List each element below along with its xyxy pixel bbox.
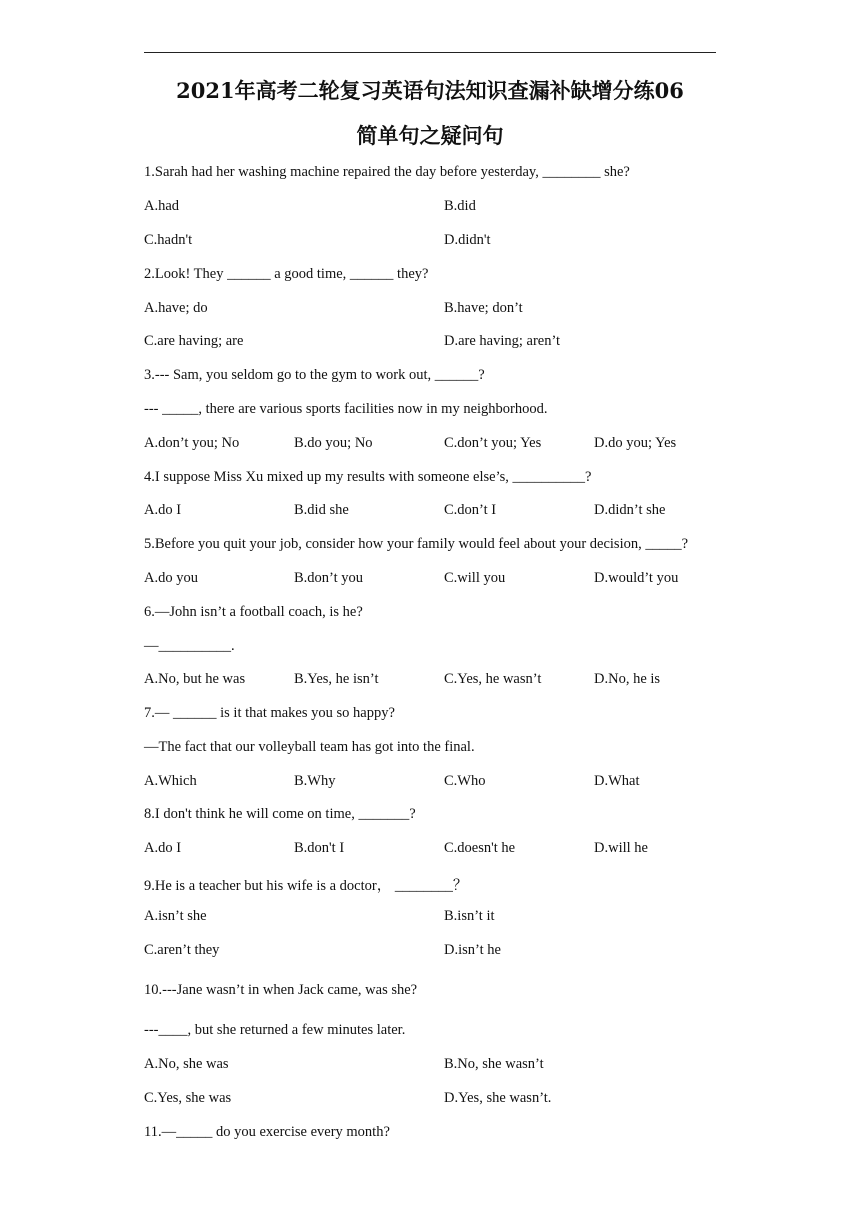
q4-option-d[interactable]: D.didn’t she — [594, 502, 666, 518]
q9-option-b[interactable]: B.isn’t it — [444, 908, 495, 924]
question-3-stem-reply: --- _____, there are various sports facilities now in my neighborhood. — [144, 401, 548, 417]
question-4-stem: 4.I suppose Miss Xu mixed up my results with someone else’s, __________? — [144, 469, 592, 485]
q3-option-c[interactable]: C.don’t you; Yes — [444, 435, 542, 451]
q7-option-c[interactable]: C.Who — [444, 773, 486, 789]
q2-option-a[interactable]: A.have; do — [144, 300, 208, 316]
header-rule — [144, 52, 716, 53]
question-11-stem: 11.—_____ do you exercise every month? — [144, 1124, 390, 1140]
q3-option-d[interactable]: D.do you; Yes — [594, 435, 677, 451]
q8-option-a[interactable]: A.do I — [144, 840, 182, 856]
page-subtitle: 简单句之疑问句 — [356, 123, 504, 148]
q1-option-c[interactable]: C.hadn't — [144, 232, 193, 248]
question-6-stem: 6.—John isn’t a football coach, is he? — [144, 604, 363, 620]
q2-option-c[interactable]: C.are having; are — [144, 333, 244, 349]
q10-option-a[interactable]: A.No, she was — [144, 1056, 229, 1072]
question-9-stem: 9.He is a teacher but his wife is a doctor， ________？ — [144, 878, 468, 894]
question-6-stem-reply: —__________. — [144, 638, 235, 654]
q7-option-a[interactable]: A.Which — [144, 773, 197, 789]
q8-option-c[interactable]: C.doesn't he — [444, 840, 516, 856]
q7-option-b[interactable]: B.Why — [294, 773, 336, 789]
q6-option-b[interactable]: B.Yes, he isn’t — [294, 671, 379, 687]
question-8-stem: 8.I don't think he will come on time, _______? — [144, 806, 416, 822]
q2-option-d[interactable]: D.are having; aren’t — [444, 333, 561, 349]
q3-option-a[interactable]: A.don’t you; No — [144, 435, 240, 451]
question-7-stem-reply: —The fact that our volleyball team has got into the final. — [144, 739, 475, 755]
q6-option-c[interactable]: C.Yes, he wasn’t — [444, 671, 542, 687]
q5-option-a[interactable]: A.do you — [144, 570, 198, 586]
question-5-stem: 5.Before you quit your job, consider how your family would feel about your decision, _____? — [144, 536, 689, 552]
q10-option-c[interactable]: C.Yes, she was — [144, 1090, 232, 1106]
q3-option-b[interactable]: B.do you; No — [294, 435, 373, 451]
q9-option-c[interactable]: C.aren’t they — [144, 942, 220, 958]
q4-option-c[interactable]: C.don’t I — [444, 502, 497, 518]
q5-option-b[interactable]: B.don’t you — [294, 570, 364, 586]
q8-option-d[interactable]: D.will he — [594, 840, 648, 856]
q4-option-a[interactable]: A.do I — [144, 502, 182, 518]
question-2-stem: 2.Look! They ______ a good time, ______ they? — [144, 266, 429, 282]
q9-option-a[interactable]: A.isn’t she — [144, 908, 207, 924]
question-3-stem: 3.--- Sam, you seldom go to the gym to work out, ______? — [144, 367, 485, 383]
q4-option-b[interactable]: B.did she — [294, 502, 349, 518]
q7-option-d[interactable]: D.What — [594, 773, 640, 789]
q1-option-d[interactable]: D.didn't — [444, 232, 491, 248]
q6-option-a[interactable]: A.No, but he was — [144, 671, 246, 687]
q5-option-c[interactable]: C.will you — [444, 570, 506, 586]
q1-option-b[interactable]: B.did — [444, 198, 476, 214]
q5-option-d[interactable]: D.would’t you — [594, 570, 679, 586]
q1-option-a[interactable]: A.had — [144, 198, 180, 214]
q10-option-b[interactable]: B.No, she wasn’t — [444, 1056, 544, 1072]
q6-option-d[interactable]: D.No, he is — [594, 671, 661, 687]
question-7-stem: 7.— ______ is it that makes you so happy? — [144, 705, 395, 721]
q8-option-b[interactable]: B.don't I — [294, 840, 345, 856]
q9-option-d[interactable]: D.isn’t he — [444, 942, 501, 958]
question-1-stem: 1.Sarah had her washing machine repaired the day before yesterday, ________ she? — [144, 164, 630, 180]
question-10-stem: 10.---Jane wasn’t in when Jack came, was she? — [144, 982, 418, 998]
q10-option-d[interactable]: D.Yes, she wasn’t. — [444, 1090, 552, 1106]
page-title: 2021年高考二轮复习英语句法知识查漏补缺增分练06 — [176, 78, 684, 103]
question-10-stem-reply: ---____, but she returned a few minutes later. — [144, 1022, 406, 1038]
q2-option-b[interactable]: B.have; don’t — [444, 300, 523, 316]
